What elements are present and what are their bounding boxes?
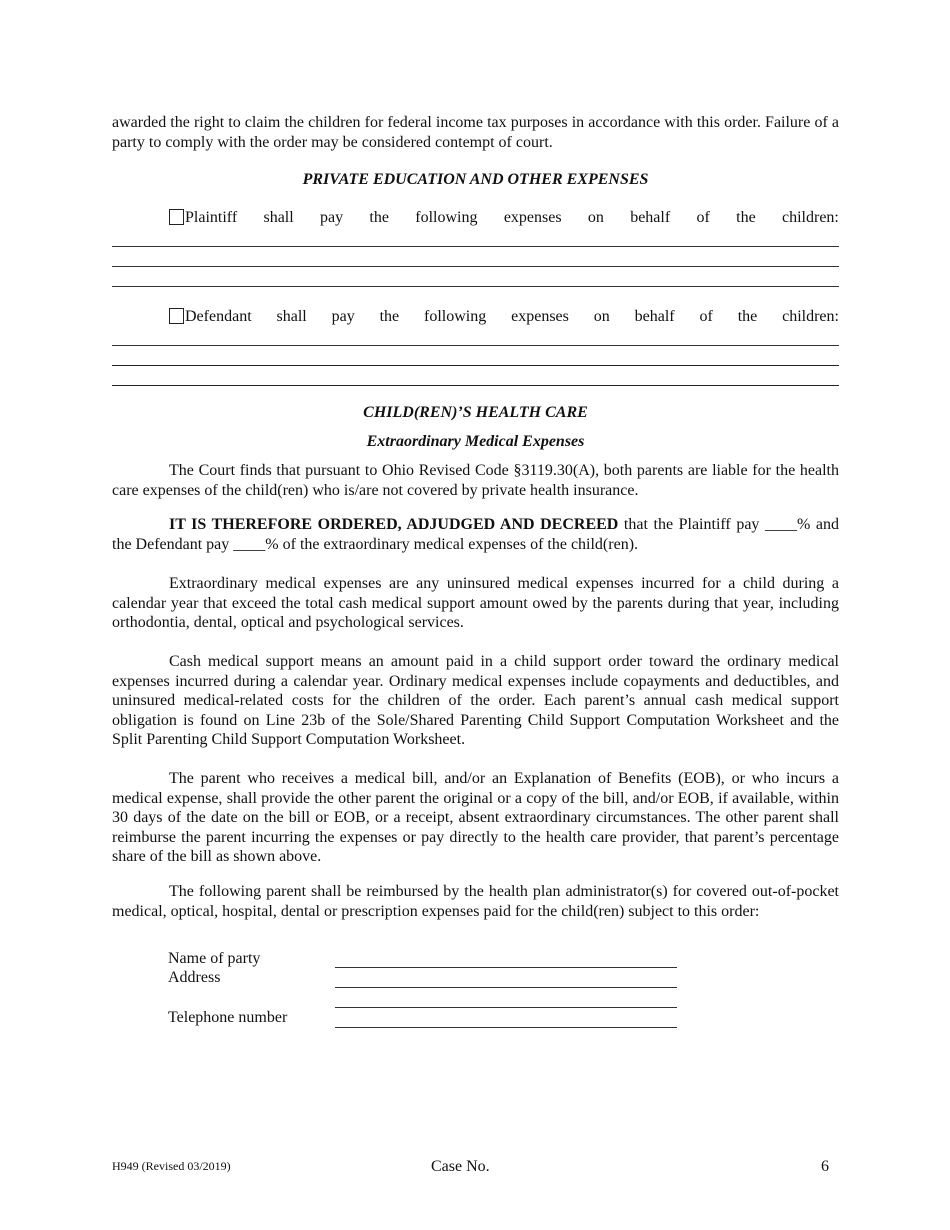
plaintiff-word: pay [320,209,344,226]
form-id: H949 (Revised 03/2019) [112,1159,231,1173]
defendant-expense-line-3[interactable] [112,385,839,386]
plaintiff-word: shall [263,209,294,226]
name-of-party-label: Name of party [168,950,261,967]
plaintiff-label: Plaintiff [185,209,238,226]
cash-medical-support-paragraph: Cash medical support means an amount paid in a child support order toward the ordinary medical expenses incurred during a calendar year. Ordinary medical expenses include copayments and deductibles, and uninsured medical-related costs for the children of the order. Each parent’s annual cash medical support obligation is found on Line 23b of the Sole/Shared Parenting Child Support Computation Worksheet and the Split Parenting Child Support Computation Worksheet. [112,653,839,748]
order-rest-text: that the Plaintiff pay ____% and the Defendant pay ____% of the extraordinary medical expenses of the child(ren). [112,516,839,553]
plaintiff-expense-line-2[interactable] [112,266,839,267]
telephone-field[interactable] [335,1027,677,1028]
defendant-word: following [424,308,487,325]
defendant-word: behalf [634,308,675,325]
defendant-word: the [379,308,400,325]
plaintiff-word: following [415,209,478,226]
order-paragraph [112,515,839,554]
defendant-expenses-row [0,308,950,330]
plaintiff-checkbox[interactable] [169,209,184,225]
address-field-line-2[interactable] [335,1007,677,1008]
plaintiff-expenses-row [0,209,950,231]
address-field-line-1[interactable] [335,987,677,988]
order-bold-text: IT IS THEREFORE ORDERED, ADJUDGED AND DECREED [169,516,619,533]
plaintiff-expense-line-1[interactable] [112,246,839,247]
intro-paragraph: awarded the right to claim the children for federal income tax purposes in accordance with this order. Failure of a party to comply with the order may be considered contempt of court. [112,114,839,151]
defendant-word: children: [782,308,839,325]
defendant-word: expenses [511,308,569,325]
defendant-label: Defendant [185,308,252,325]
plaintiff-word-1 [169,209,237,227]
health-care-heading: CHILD(REN)’S HEALTH CARE [363,404,588,421]
plaintiff-word: of [696,209,710,226]
plaintiff-expense-line-3[interactable] [112,286,839,287]
extraordinary-medical-subheading: Extraordinary Medical Expenses [366,433,585,450]
telephone-label: Telephone number [168,1009,288,1026]
extraordinary-definition-paragraph: Extraordinary medical expenses are any uninsured medical expenses incurred for a child during a calendar year that exceed the total cash medical support amount owed by the parents during that year, including orthodontia, dental, optical and psychological services. [112,575,839,631]
defendant-word: on [593,308,610,325]
reimbursement-paragraph: The following parent shall be reimbursed by the health plan administrator(s) for covered out-of-pocket medical, optical, hospital, dental or prescription expenses paid for the child(ren) subject to this order: [112,883,839,920]
page-number: 6 [821,1158,829,1175]
medical-bill-paragraph: The parent who receives a medical bill, and/or an Explanation of Benefits (EOB), or who incurs a medical expense, shall provide the other parent the original or a copy of the bill, and/or EOB, if available, within 30 days of the date on the bill or EOB, or a receipt, absent extraordinary circumstances. The other parent shall reimburse the parent incurring the expenses or pay directly to the health care provider, that parent’s percentage share of the bill as shown above. [112,770,839,865]
defendant-expense-line-1[interactable] [112,345,839,346]
plaintiff-word: on [587,209,604,226]
case-number-label: Case No. [431,1158,490,1175]
plaintiff-word: expenses [503,209,562,226]
defendant-word-1 [169,308,252,326]
plaintiff-word: children: [782,209,839,226]
defendant-word: the [737,308,758,325]
plaintiff-word: behalf [630,209,671,226]
name-of-party-field[interactable] [335,967,677,968]
address-label: Address [168,969,221,986]
private-education-heading: PRIVATE EDUCATION AND OTHER EXPENSES [302,171,649,188]
defendant-expense-line-2[interactable] [112,365,839,366]
defendant-word: shall [276,308,307,325]
defendant-word: pay [331,308,355,325]
court-finds-paragraph: The Court finds that pursuant to Ohio Revised Code §3119.30(A), both parents are liable for the health care expenses of the child(ren) who is/are not covered by private health insurance. [112,462,839,499]
plaintiff-word: the [369,209,389,226]
defendant-checkbox[interactable] [169,308,184,324]
plaintiff-word: the [736,209,756,226]
defendant-word: of [699,308,713,325]
